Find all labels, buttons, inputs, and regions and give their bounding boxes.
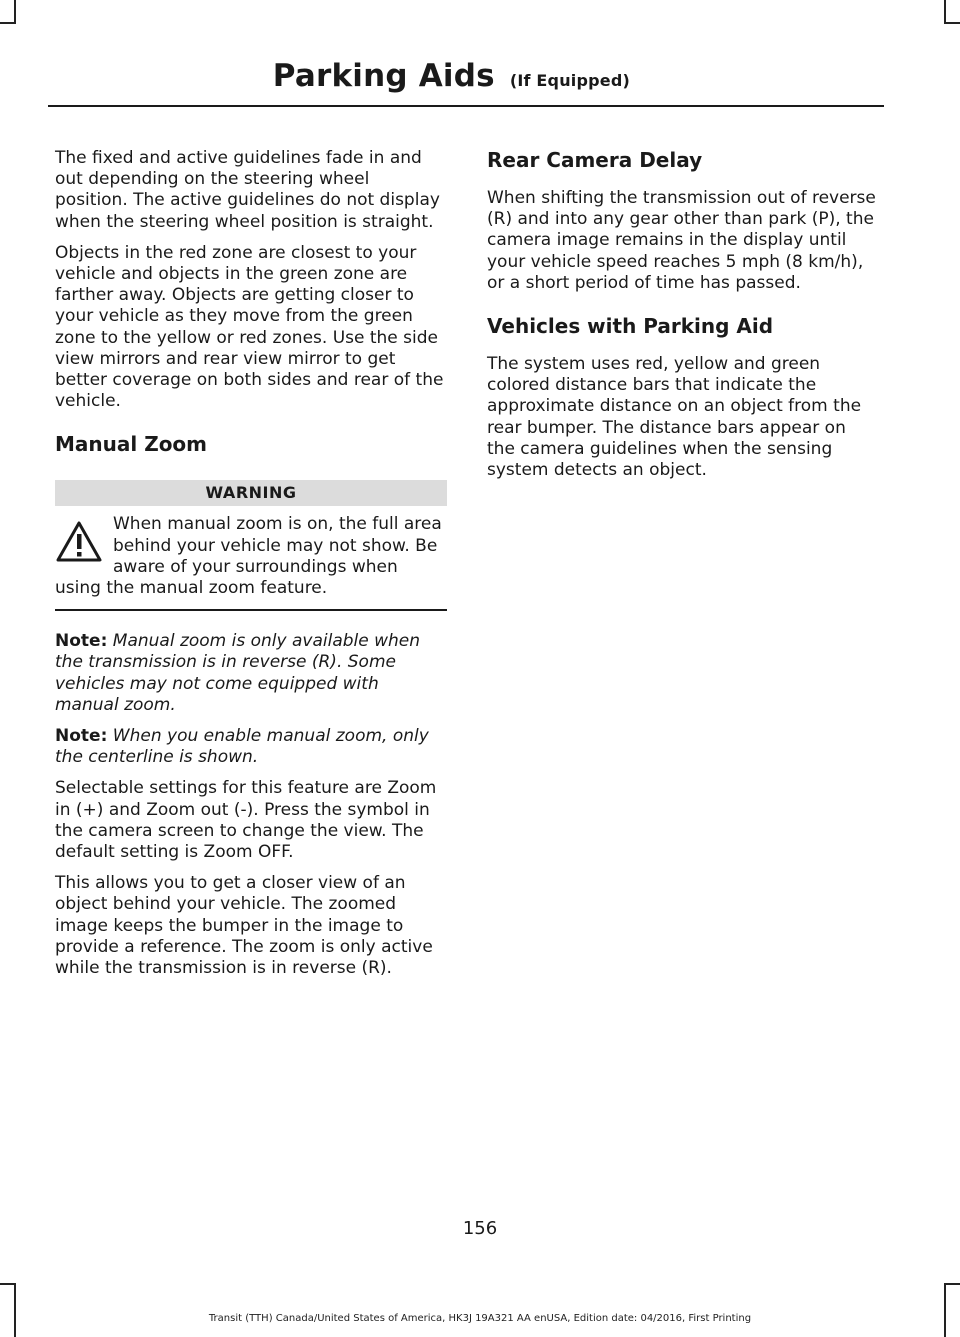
warning-label: WARNING [55,480,447,506]
crop-mark-top-left-h [0,22,16,24]
paragraph: This allows you to get a closer view of an object behind your vehicle. The zoomed image keeps the bumper in the image to provide a reference. The zoom is only active while the transmission is in reverse (R). [55,873,433,979]
note-text: Manual zoom is only available when the transmission is in reverse (R). Some vehicles may not come equipped with manual zoom. [55,631,421,715]
crop-mark-bottom-left-h [0,1283,16,1285]
page-number: 156 [462,1218,498,1239]
note-text: When you enable manual zoom, only the centerline is shown. [55,726,429,768]
crop-mark-top-left-v [14,0,16,22]
crop-mark-bottom-right-v [944,1283,946,1337]
warning-body [55,514,447,611]
section-heading-manual-zoom: Manual Zoom [55,432,208,457]
crop-mark-bottom-left-v [14,1283,16,1337]
crop-mark-top-right-v [944,0,946,22]
crop-mark-bottom-right-h [944,1283,960,1285]
note [55,631,447,716]
paragraph: The fixed and active guidelines fade in and out depending on the steering wheel position. The active guidelines do not display when the steering wheel position is straight. [55,148,440,232]
footer-text: Transit (TTH) Canada/United States of America, HK3J 19A321 AA enUSA, Edition date: 04/2016, First Printing [208,1313,752,1324]
crop-mark-top-right-h [944,22,960,24]
left-column [55,148,447,989]
warning-triangle-icon [55,520,103,564]
page-header [273,58,630,94]
section-heading-rear-camera-delay: Rear Camera Delay [487,148,703,172]
section-heading-parking-aid: Vehicles with Parking Aid [487,314,774,339]
warning-box [55,480,447,611]
note-label: Note: [55,631,108,652]
paragraph: The system uses red, yellow and green colored distance bars that indicate the approximate distance on an object from the rear bumper. The distance bars appear on the camera guidelines when the sensing system detects an object. [487,354,862,481]
note-label: Note: [55,726,108,747]
paragraph: Objects in the red zone are closest to your vehicle and objects in the green zone are farther away. Objects are getting closer to your vehicle as they move from the green zone to the yellow or red zones. Use the side view mirrors and rear view mirror to get better coverage on both sides and rear of the vehicle. [55,242,444,412]
right-column [487,148,879,491]
page-title: Parking Aids [272,58,495,94]
header-divider [48,105,884,107]
paragraph: Selectable settings for this feature are Zoom in (+) and Zoom out (-). Press the symbol in the camera screen to change the view. The default setting is Zoom OFF. [55,778,437,863]
paragraph: When shifting the transmission out of reverse (R) and into any gear other than park (P), the camera image remains in the display until your vehicle speed reaches 5 mph (8 km/h), or a short period of time has passed. [487,188,876,293]
warning-text: When manual zoom is on, the full area behind your vehicle may not show. Be aware of your surroundings when using the manual zoom feature. [55,514,442,599]
note [55,726,447,768]
page-subtitle: (If Equipped) [509,71,630,90]
